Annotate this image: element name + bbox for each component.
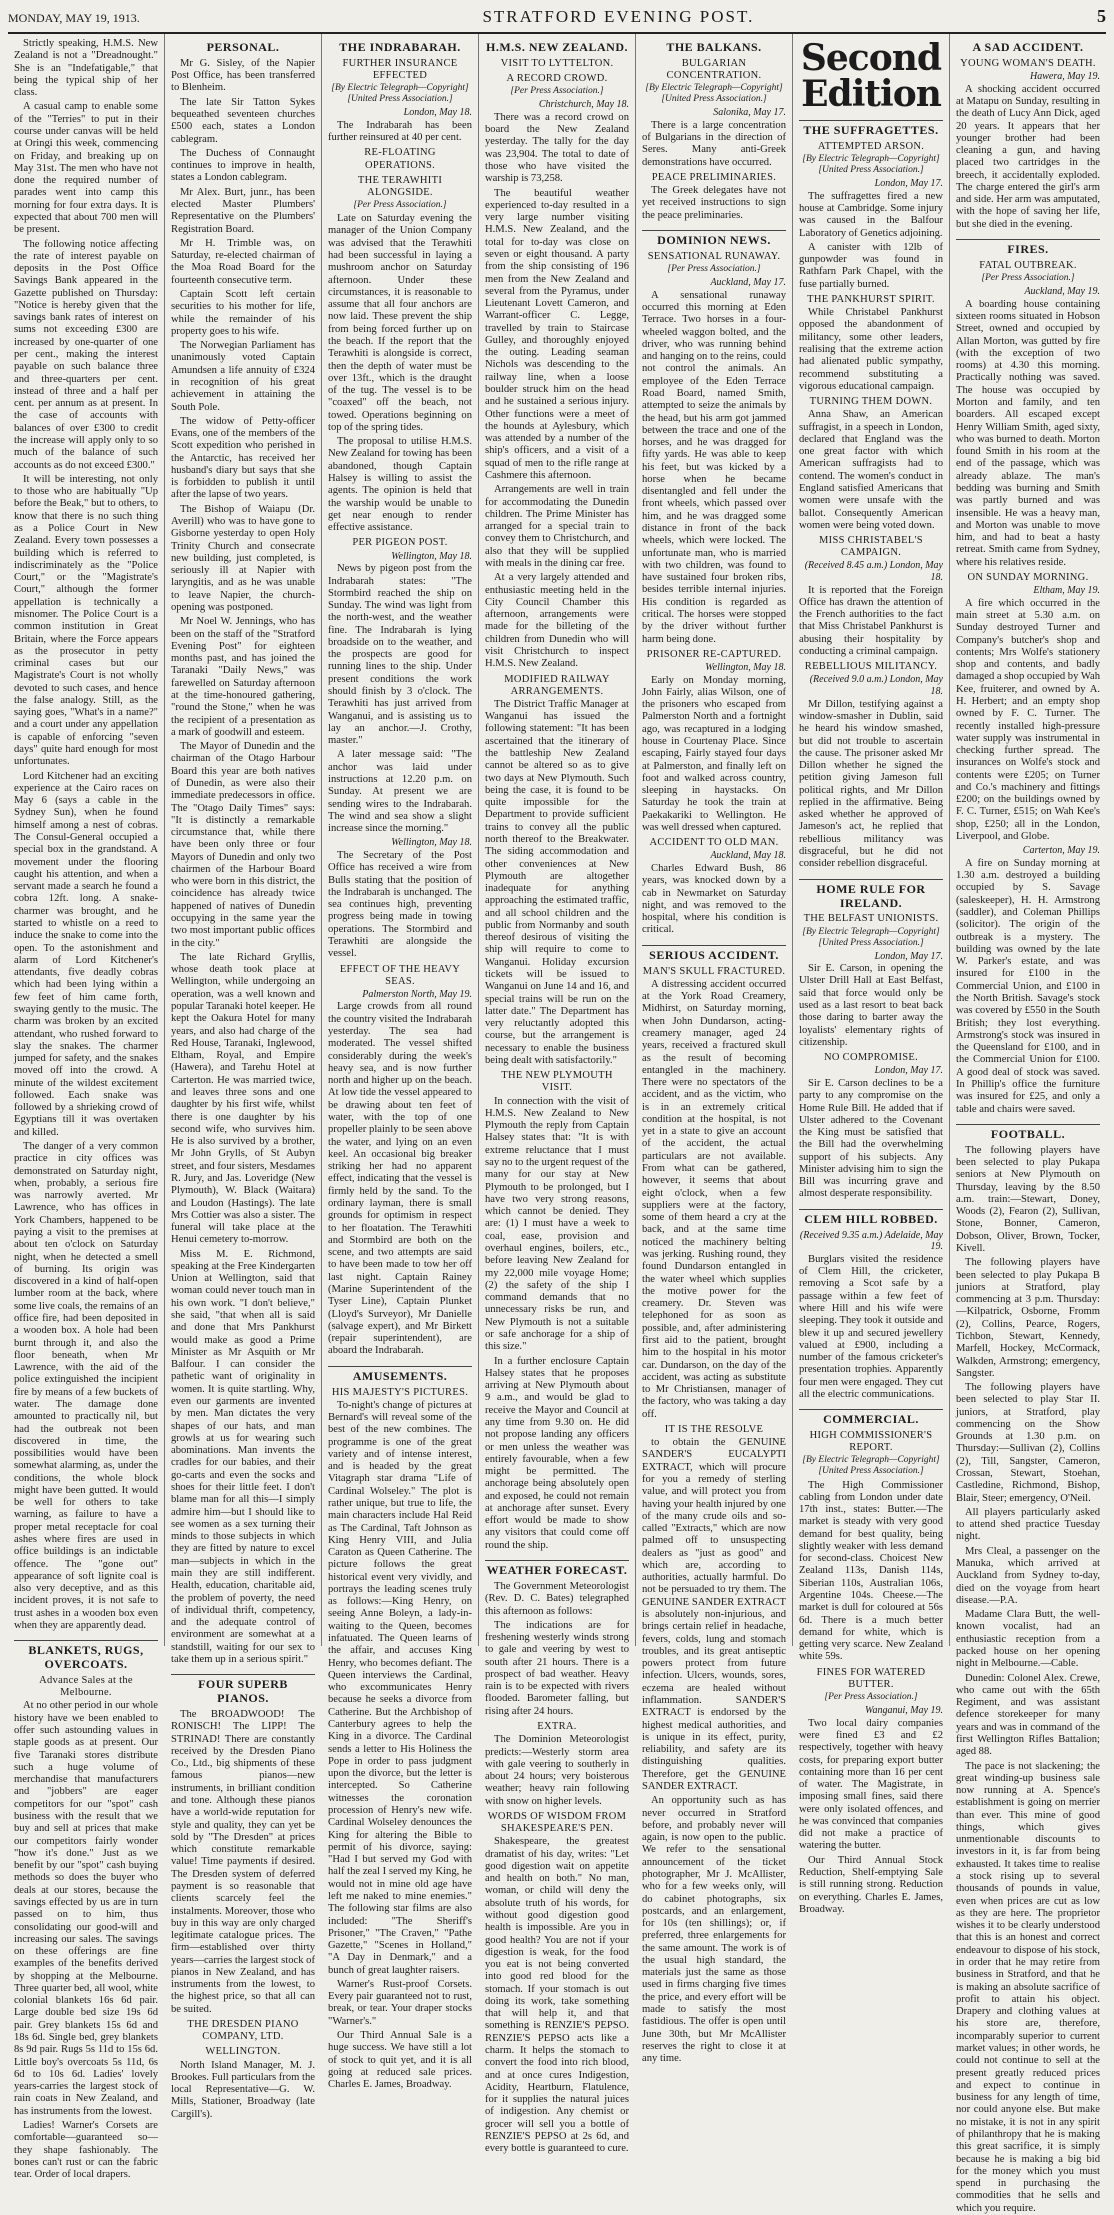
sub-heading: BULGARIAN CONCENTRATION. [666, 57, 762, 82]
dateline: Wanganui, May 19. [865, 1705, 943, 1717]
column-7 [950, 34, 1106, 2214]
article-paragraph: An opportunity such as has never occurred in Stratford before, and probably never will again, is now open to the public. We refer to the sensational announcement of the ticket photographer, Mr J. McAllister, who for a few weeks only, will do cabinet photographs, six postcards, and an enlargement, for 10s (ten shillings); or, if preferred, three enlargements for the same amount. The work is of the usual high standard, the materials just the same as those used in firms charging five times the price, and every effort will be made to satisfy the most fastidious. The offer is open until June 30th, but Mr McAllister reserves the right to close it at any time. [642, 1795, 786, 2065]
article-paragraph: Mr Noel W. Jennings, who has been on the staff of the "Stratford Evening Post" for eighteen months past, and has joined the Taranaki "Daily News," was farewelled on Saturday afternoon at the time-honoured gathering, "round the Stone," when he was the recipient of a presentation as a mark of goodwill and esteem. [171, 616, 315, 738]
article-paragraph: The Greek delegates have not yet received instructions to sign the peace preliminaries. [642, 185, 786, 221]
sub-heading: THE BELFAST UNIONISTS. [803, 913, 939, 925]
sub-heading: ACCIDENT TO OLD MAN. [649, 837, 779, 849]
article-paragraph: The pace is not slackening; the great winding-up business sale now running at A. Spence's establishment is going on merrier than ever. This mine of good things, which gives unmentionable discounts to investors in it, is far from being exhausted. It takes time to realise a stock rising up to several thousands of pounds in value, even when prices are cut as low as they are here. The proprietor wishes it to be clearly understood that this is an honest and correct endeavour to dispose of his stock, in order that he may retire from business in Stratford, and that he is making an absolute sacrifice of profit to attain his object. Drapery and clothing values at his store are, therefore, incomparably superior to current market values; in other words, he could not continue to sell at the present greatly reduced prices and expect to continue in business for any length of time, nor could anyone else. But make no mistake, it is not in any spirit of philanthropy that he is making this great sacrifice, it is simply because he is making a big bid for the money which you must spend in purchasing the commodities that he sells and which you require. [956, 1760, 1100, 2214]
article-paragraph: Strictly speaking, H.M.S. New Zealand is not a "Dreadnought." She is an "Indefatigable," that being the typical ship of her class. [14, 38, 158, 99]
wire-credit: [By Electric Telegraph—Copyright] [United Press Association.] [802, 1455, 940, 1477]
article-paragraph: A later message said: "The anchor was laid under instructions at 12.20 p.m. on Sunday. At present we are sending wires to the Indrabarah. The wind and sea show a slight increase since the morning." [328, 749, 472, 835]
article-paragraph: Ladies! Warner's Corsets are comfortable—guaranteed so—they shape fashionably. The bones can't rust or can the fabric tear. Order of local drapers. [14, 2120, 158, 2181]
article-paragraph: The proposal to utilise H.M.S. New Zealand for towing has been abandoned, though Captain Halsey is willing to assist the agents. The opinion is held that the warship would be unable to get near enough to render effective assistance. [328, 436, 472, 534]
article-paragraph: The following players have been selected to play Pukapa B juniors at Stratford, play commencing at 3 p.m. Thursday:—Kilpatrick, Osborne, Fromm (2), Collins, Pearce, Rogers, Tichbon, Stewart, Kennedy, Marfell, Hockey, McCormack, Walkden, Armstrong; emergency, Sangster. [956, 1257, 1100, 1379]
sub-heading: THE TERAWHITI ALONGSIDE. [357, 174, 443, 198]
article-paragraph: Our Third Annual Stock Reduction, Shelf-emptying Sale is still running strong. Reduction on everything. Charles E. James, Broadway. [799, 1854, 943, 1915]
sub-heading: PRISONER RE-CAPTURED. [646, 648, 782, 660]
article-paragraph: The suffragettes fired a new house at Cambridge. Some injury was caused in the Balfour Laboratory of Genetics adjoining. [799, 190, 943, 239]
sub-heading: VISIT TO LYTTELTON. [500, 57, 614, 69]
article-paragraph: The Bishop of Waiapu (Dr. Averill) who was to have gone to Gisborne yesterday to open Holy Trinity Church and consecrate new building, just completed, is seriously ill at Napier with laryngitis, and as he was unable to leave Napier, the church-opening was postponed. [171, 503, 315, 613]
article-paragraph: A boarding house containing sixteen rooms situated in Hobson Street, owned and occupied by Allan Morton, was gutted by fire (with the exception of two rooms) at 4.30 this morning. Practically nothing was saved. The house was occupied by Morton and family, and ten boarders. All escaped except Henry William Smith, aged sixty, who was burned to death. Morton found Smith in his room at the end of the passage, which was already ablaze. The man's bedding was burning and Smith was partly burned and was insensible. He was a heavy man, and Morton was unable to move him, and had to beat a hasty retreat. Smith came from Sydney, where his relatives reside. [956, 298, 1100, 568]
article-paragraph: The Duchess of Connaught continues to improve in health, states a London cablegram. [171, 147, 315, 184]
article-paragraph: To-night's change of pictures at Bernard's will reveal some of the best of the new combines. The programme is one of the great variety and of intense interest, and is headed by the great Vitagraph star drama "Life of Cardinal Wolseley." The plot is rather unique, but true to life, the main characters include Hal Reid as The Cardinal, Taft Johnson as King Henry VIII, and Julia Caraton as Queen Catherine. The picture follows the great historical event very vividly, and portrays the leading scenes truly as follows:—King Henry, on seeing Anne Boleyn, a lady-in-waiting to the Queen, becomes infatuated. The Queen learns of the affair, and accuses King Henry, who becomes defiant. The Queen interviews the Cardinal, who excommunicates Henry because he seeks a divorce from Catherine. But the Archbishop of Canterbury agrees to help the King in a divorce. The Cardinal sends a letter to His Holiness the Pope in order to pass judgment upon the divorce, but the letter is intercepted. So Catherine witnesses the coronation procession of Henry's new wife. Cardinal Wolseley denounces the King for altering the Bible to permit of his divorce, saying: "Had I but served my God with half the zeal I served my King, he would not in mine old age have left me naked to mine enemies." The following star films are also included: "The Sheriff's Prisoner," "The Craven," "Pathe Gazette," "Scenes in Holland," "A Day in Denmark," and a bunch of great laughter raisers. [328, 1399, 472, 1976]
masthead-title: STRATFORD EVENING POST. [482, 7, 755, 26]
article-paragraph: A casual camp to enable some of the "Terries" to put in their course under canvas will be held at Oringi this week, commencing on Friday, and breaking up on May 31st. The men who have not done the required number of parades went into camp this morning for four extra days. It is expected that about 700 men will be present. [14, 101, 158, 236]
sub-heading: WELLINGTON. [205, 2046, 281, 2058]
article-paragraph: Miss M. E. Richmond, speaking at the Free Kindergarten Union at Wellington, said that woman could never touch man in his own work. "I don't believe," she said, "that when all is said and done that Mrs Pankhurst would make as good a Prime Minister as Mr Asquith or Mr Balfour. I can consider the pathetic want of originality in women. It is quite startling. Why, even our garments are invented by men. Man dictates the very shapes of our hats, and man growls at us for wearing such abominations. Man invents the cradles for our babies, and their go-carts and even the socks and shoes for their little feet. I don't blame man for all this—I simply admire him—but I should like to see women as a sex turning their minds to those subjects in which they are fitted by nature to excel man—subjects in which in the main they are still indifferent. Health, education, charitable aid, the problem of poverty, the need of individual thrift, competency, and the adequate control of environment are somewhat at a standstill, waiting for our sex to take them up in a serious spirit." [171, 1248, 315, 1665]
masthead-date: MONDAY, MAY 19, 1913. [8, 11, 140, 25]
article-paragraph: The High Commissioner cabling from London under date 17th inst., states: Butter.—The market is steady with very good demand for best quality, being slightly weaker with less demand for second-class. Choicest New Zealand 113s, Danish 114s, Siberian 110s, Australian 106s, Argentine 104s. Cheese.—The market is dull for coloured at 56s 6d. There is a much better demand for white, which is getting very scarce. New Zealand white 59s. [799, 1479, 943, 1663]
column-4 [479, 34, 636, 2155]
article-paragraph: A fire on Sunday morning at 1.30 a.m. destroyed a building occupied by S. Savage (saleskeeper), H. H. Armstrong (saddler), and Coleman Phillips (solicitor). The origin of the outbreak is a mystery. The building was owned by the late W. Parker's estate, and was insured for £100 in the Commercial Union, and £100 in the North British. Savage's stock was covered by £550 in the South British; they lost everything. Armstrong's stock was insured in the Queensland for £100, and in the Commercial Union for £100. A good deal of stock was saved. In Phillip's office the furniture was insured for £25, and only a table and chairs were saved. [956, 857, 1100, 1115]
article-paragraph: A shocking accident occurred at Matapu on Sunday, resulting in the death of Lucy Ann Dick, aged 20 years. It appears that her younger brother had been cleaning a gun, and having placed two cartridges in the breech, it accidentally exploded. The charge entered the girl's arm and side. Her arm was amputated, with the hope of saving her life, but she died in the evening. [956, 83, 1100, 230]
article-paragraph: All players particularly asked to attend shed practice Tuesday night. [956, 1506, 1100, 1543]
article-paragraph: A canister with 12lb of gunpowder was found in Rathfarn Park Chapel, with the fuse partially burned. [799, 241, 943, 290]
column-3 [322, 34, 479, 2091]
sub-heading: FINES FOR WATERED BUTTER. [816, 1666, 926, 1690]
article-paragraph: It is reported that the Foreign Office has drawn the attention of the French authorities to the fact that Miss Christabel Pankhurst is abusing their hospitality by conducting a criminal campaign. [799, 584, 943, 658]
article-paragraph: Charles Edward Bush, 86 years, was knocked down by a cab in Newmarket on Saturday night, and was removed to the hospital, where his condition is critical. [642, 863, 786, 936]
section-heading: PERSONAL. [206, 40, 280, 54]
dateline: Wellington, May 18. [391, 837, 472, 849]
sub-heading: PEACE PRELIMINARIES. [651, 172, 777, 183]
article-paragraph: Mr Dillon, testifying against a window-smasher in Dublin, said he heard his window smashed, but did not trouble to ascertain the cause. The prisoner asked Mr Dillon whether he signed the petition giving Jameson full political rights, and Mr Dillon replied in the affirmative. Being asked whether he approved of Jameson's act, he replied that rebellious militancy was disgraceful, but he did not consider rebellion disgraceful. [799, 698, 943, 870]
section-heading: THE BALKANS. [666, 40, 762, 54]
article-paragraph: The Secretary of the Post Office has received a wire from Bulls stating that the position of the Indrabarah is unchanged. The sea continues high, preventing progress being made in towing operations. The Stormbird and Terawhiti are alongside the vessel. [328, 850, 472, 960]
article-paragraph: Madame Clara Butt, the well-known vocalist, had an enthusiastic reception from a packed house on her opening night in Melbourne.—Cable. [956, 1609, 1100, 1670]
wire-credit: [Per Press Association.] [981, 273, 1075, 284]
wire-credit: [Per Press Association.] [510, 86, 604, 97]
section-heading: AMUSEMENTS. [328, 1366, 472, 1384]
column-6 [793, 34, 950, 1915]
article-paragraph: A distressing accident occurred at the York Road Creamery, Midhirst, on Saturday morning, when John Dundarson, acting-creamery manager, aged 24 years, received a fractured skull as the result of becoming entangled in the machinery. There were no spectators of the accident, and as the victim, who is in an extremely critical condition at the hospital, is not yet in a state to give an account of the accident, the actual particulars are not available. From what can be gathered, however, it seems that about eight o'clock, when a few suppliers were at the factory, some of them heard a cry at the back, and at the same time noticed the machinery belting was jerking. Rushing round, they found Dundarson entangled in the water wheel which supplies the motive power for the creamery. Dr. Steven was telephoned for as soon as possible, and, after administering first aid to the patient, brought him to the hospital in his motor car. Dundarson, on the day of the accident, was acting as substitute to Mr Christiansen, manager of the factory, who was taking a day off. [642, 978, 786, 1420]
article-paragraph: The Mayor of Dunedin and the chairman of the Otago Harbour Board this year are both natives of Dunedin, as were also their immediate predecessors in office. The "Otago Daily Times" says: "It is distinctly a remarkable circumstance that, while there have been only three or four Mayors of Dunedin and only two chairmen of the Harbour Board who were born in this district, the coincidence has already twice happened of natives of Dunedin occupying in the same year the two most important public offices in the city." [171, 741, 315, 949]
wire-credit: [By Electric Telegraph—Copyright] [United Press Association.] [645, 83, 783, 105]
article-paragraph: The Indrabarah has been further reinsured at 40 per cent. [328, 119, 472, 144]
section-heading: THE INDRABARAH. [339, 40, 461, 54]
article-paragraph: Sir E. Carson declines to be a party to any compromise on the Home Rule Bill. He added that if Ulster adhered to the Covenant the King must be satisfied that the Bill had the overwhelming support of his subjects. Any Minister advising him to sign the Bill was incurring grave and almost desperate responsibility. [799, 1077, 943, 1200]
masthead [8, 6, 1106, 34]
sub-heading: EFFECT OF THE HEAVY SEAS. [339, 963, 461, 987]
article-paragraph: The following players have been selected to play Star II. juniors, at Stratford, play commencing on the Show Grounds at 1.30 p.m. on Thursday:—Sullivan (2), Collins (2), Till, Sangster, Cameron, Crossan, Stewart, Stoehan, Castledine, Richmond, Bishop, Blair, Steer; emergency, O'Neil. [956, 1382, 1100, 1504]
section-heading: HOME RULE FOR IRELAND. [799, 879, 943, 911]
article-paragraph: Mrs Cleal, a passenger on the Manuka, which arrived at Auckland from Sydney to-day, died on the voyage from heart disease.—P.A. [956, 1545, 1100, 1606]
section-heading: DOMINION NEWS. [642, 230, 786, 248]
article-paragraph: The Dominion Meteorologist predicts:—Westerly storm area with gale veering to southerly in about 24 hours; very boisterous weather; heavy rain following with snow on higher levels. [485, 1734, 629, 1807]
article-paragraph: Dunedin: Colonel Alex. Crewe, who came out with the 65th Regiment, and was assistant defence storekeeper for many years and was in command of the first Wellington Rifles Battalion; aged 88. [956, 1672, 1100, 1758]
article-paragraph: The widow of Petty-officer Evans, one of the members of the Scott expedition who perished in the Antarctic, has received her husband's diary but says that she is forbidden to publish it until after the lapse of two years. [171, 415, 315, 501]
article-paragraph: Arrangements are well in train for accommodating the Dunedin children. The Prime Minister has arranged for a special train to convey them to Christchurch, and also that they will be supplied with meals in the dining car free. [485, 484, 629, 569]
sub-heading: WORDS OF WISDOM FROM SHAKESPEARE'S PEN. [487, 1810, 627, 1835]
article-paragraph: The beautiful weather experienced to-day resulted in a very large number visiting H.M.S. New Zealand, and the total for to-day was close on seven or eight thousand. A party from the ship consisting of 196 men from the New Zealand and several from the Pyramus, under Lieutenant Lovett Cameron, and Warrant-officer C. Legge, travelled by train to Staircase Gulley, and thoroughly enjoyed the outing. Leading seaman Nichols was descending to the railway line, when a loose boulder struck him on the head and he sustained a serious injury. Other functions were a meet of the hounds at Aylesbury, which was attended by a number of the ship's officers, and a visit of a squad of men to the rifle range at Cashmere this afternoon. [485, 187, 629, 482]
article-paragraph: The indications are for freshening westerly winds strong to gale and veering by west to south after 21 hours. There is a prospect of bad weather. Heavy rain is to be expected with rivers flooded. Barometer falling, but rising after 24 hours. [485, 1619, 629, 1717]
section-heading: WEATHER FORECAST. [485, 1560, 629, 1578]
section-heading: CLEM HILL ROBBED. [799, 1209, 943, 1227]
dateline: Wellington, May 18. [391, 550, 472, 562]
article-paragraph: North Island Manager, M. J. Brookes. Full particulars from the local Representative—G. W. Mills, Stationer, Broadway (late Cargill's). [171, 2059, 315, 2120]
article-paragraph: Our Third Annual Sale is a huge success. We have still a lot of stock to quit yet, and it is all going at reduced sale prices. Charles E. James, Broadway. [328, 2030, 472, 2091]
article-paragraph: Two local dairy companies were fined £3 and £2 respectively, together with heavy costs, for preparing export butter containing more than 16 per cent of water. The Magistrate, in imposing small fines, said there were only isolated offences, and he was convinced that companies did not make a practice of watering the butter. [799, 1717, 943, 1852]
sub-heading: THE PANKHURST SPIRIT. [807, 293, 935, 305]
article-paragraph: The District Traffic Manager at Wanganui has issued the following statement: "It has been ascertained that the itinerary of the battleship New Zealand cannot be altered so as to give two days at New Plymouth. Such being the case, it is found to be quite impossible for the Department to provide sufficient trains to convey all the public north thereof to the Breakwater. The siding accommodation and other conveniences at New Plymouth are altogether inadequate for anything approaching the estimated traffic, and all school children and the public from Normanby and south thereof desirous of visiting the ship will require to come to Wanganui. Holiday excursion tickets will be issued to Wanganui on June 14 and 16, and special trains will be run on the latter date." The Department has very reluctantly adopted this course, but the arrangement is necessary to enable the business being dealt with satisfactorily." [485, 698, 629, 1067]
dateline: Palmerston North, May 19. [362, 988, 472, 1000]
section-heading: COMMERCIAL. [799, 1409, 943, 1427]
sub-heading: MAN'S SKULL FRACTURED. [642, 965, 786, 977]
article-paragraph: Anna Shaw, an American suffragist, in a speech in London, declared that England was the one great factor with which American suffragists had to contend. The women's conduct in England satisfied Americans that women were unsafe with the ballot. Consequently American women were being voted down. [799, 409, 943, 531]
article-paragraph: Warner's Rust-proof Corsets. Every pair guaranteed not to rust, break, or tear. Your draper stocks "Warner's." [328, 1978, 472, 2027]
article-paragraph: In connection with the visit of H.M.S. New Zealand to New Plymouth the reply from Captain Halsey states that: "It is with extreme reluctance that I must say no to the urgent request of the many for our stay at New Plymouth to be prolonged, but I have two very strong reasons, which cannot be denied. They are: (1) I must have a week to coal, ease, provision and overhaul engines, boilers, etc., before leaving New Zealand for my 22,000 mile voyage Home; (2) the safety of the ship I command demands that no unnecessary risks be run, and New Plymouth is not a suitable or safe anchorage for a ship of this size." [485, 1095, 629, 1353]
dateline: Carterton, May 19. [1022, 845, 1100, 857]
sub-heading: EXTRA. [537, 1721, 577, 1733]
article-paragraph: The BROADWOOD! The RONISCH! The LIPP! The STRINAD! There are constantly received by the Dresden Piano Co., Ltd., big shipments of these famous pianos—new instruments, in brilliant condition and tone. Although these pianos have a world-wide reputation for style and quality, they can yet be sold by "The Dresden" at prices which constitute remarkable value! Time payments if desired. The Dresden system of deferred payment is so reasonable that clients scarcely feel the instalments. Moreover, those who buy in this way are only charged legitimate catalogue prices. The firm—established over thirty years—carries the largest stock of pianos in New Zealand, and has instruments from the lowest, to the highest price, so that all can be suited. [171, 1709, 315, 2015]
sub-heading: FURTHER INSURANCE EFFECTED [342, 57, 458, 82]
article-paragraph: In a further enclosure Captain Halsey states that he proposes arriving at New Plymouth about 9 a.m., and would be glad to receive the Mayor and Council at any time from 9.30 on. He did not propose landing any officers or men unless the weather was entirely favourable, when a few might be permitted. The anchorage being absolutely open and exposed, he could not remain at anchorage after sunset. Every effort would be made to show any visitors that could come off round the ship. [485, 1355, 629, 1551]
article-paragraph: The late Richard Gryllis, whose death took place at Wellington, while undergoing an operation, was a well known and popular Taranaki hotel keeper. He kept the Oakura Hotel for many years, and also had charge of the Red House, Taranaki, Inglewood, Eltham, Royal, and Empire (Hawera), and Tarehu Hotel at Carterton. He was married twice, and leaves three sons and one daughter by his first wife, whilst there is one daughter by his second wife, who survives him. He is also survived by a brother, Mr John Grylls, of St Aubyn street, and four sisters, Mesdames R. Jury, and Jas. Loveridge (New Plymouth), W. Black (Waitara) and Loudon (Hastings). The late Mrs Cottier was also a sister. The funeral will take place at the Henui cemetery to-morrow. [171, 951, 315, 1246]
column-1 [8, 34, 165, 2181]
page-number: 5 [1097, 6, 1106, 26]
wire-credit: [Per Press Association.] [667, 264, 761, 275]
dateline: Salonika, May 17. [713, 107, 786, 119]
sub-heading: FATAL OUTBREAK. [979, 259, 1077, 271]
dateline: Christchurch, May 18. [538, 99, 629, 111]
wire-credit: [By Electric Telegraph—Copyright] [United Press Association.] [802, 154, 940, 176]
section-heading: BLANKETS, RUGS, OVERCOATS. [14, 1640, 158, 1672]
sub-heading: YOUNG WOMAN'S DEATH. [960, 57, 1096, 69]
sub-heading: REBELLIOUS MILITANCY. [804, 661, 938, 673]
article-paragraph: Lord Kitchener had an exciting experience at the Cairo races on May 6 (says a cable in the Sydney Sun), when he found himself among a nest of cobras. The Consul-General occupied a special box in the grandstand. A movement under the flooring caught his attention, and when a servant made a search he found a cobra 12ft. long. A snake-charmer was brought, and he started to whistle on a reed to induce the snake to come into the open. To the astonishment and alarm of Lord Kitchener's attendants, five deadly cobras which had been lying within a few feet of him came forth, swaying gently to the music. The charm was broken by an excited attendant, who rushed forward to slay the snakes. The charmer jumped for safety, and the snakes moved off into the crowd. A minute of the wildest excitement followed. Each snake was followed by a shrieking crowd of Egyptians till it was overtaken and killed. [14, 770, 158, 1138]
wire-credit: [Per Press Association.] [353, 200, 447, 211]
dateline: Eltham, May 19. [1033, 585, 1100, 597]
article-paragraph: Late on Saturday evening the manager of the Union Company was advised that the Terawhiti had been successful in laying a mushroom anchor on Saturday afternoon. Under these circumstances, it is reasonable to assume that all four anchors are now laid. These prevent the ship from being forced further up on the beach. If the report that the Terawhiti is alongside is correct, then the depth of water must be over 13ft., which is the draught of the tug. The vessel is to be "coaxed" off the beach, not towed. Operations beginning on top of the spring tides. [328, 213, 472, 433]
article-paragraph: There is a large concentration of Bulgarians in the direction of Seres. Many anti-Greek demonstrations have occurred. [642, 119, 786, 168]
sub-heading: ON SUNDAY MORNING. [967, 571, 1089, 583]
sub-heading: HIGH COMMISSIONER'S REPORT. [809, 1430, 933, 1454]
column-2 [165, 34, 322, 2120]
dateline: London, May 17. [874, 1065, 943, 1077]
section-heading: FIRES. [956, 239, 1100, 257]
article-paragraph: At no other period in our whole history have we been enabled to offer such astounding values in staple goods as at present. Our five Taranaki stores distribute such a huge volume of merchandise that manufacturers and "jobbers" are eager competitors for our "spot" cash business with the result that we buy and sell at prices that make our competitors fairly wonder "how it's done." Just as we benefit by our "spot" cash buying methods so does the buyer who deals at our stores, because the savings effected by us are in turn passed on to him, thus consolidating our good-will and increasing our sales. The savings on these offerings are fine examples of the benefits derived by shopping at the Melbourne. Three quarter bed, all wool, white colonial blankets 16s 6d pair. Large double bed size 19s 6d pair. Grey blankets 15s 6d and 18s 6d. Single bed, grey blankets 8s 9d pair. Rugs 5s 11d to 15s 6d. Little boy's overcoats 5s 11d, 6s 6d to 10s 6d. Ladies' lovely years-carries the largest stock of rain coats in New Zealand, and has instruments from the lowest. [14, 1700, 158, 2117]
columns-container [8, 34, 1106, 2214]
dateline: Auckland, May 19. [1024, 286, 1100, 298]
sub-heading: THE DRESDEN PIANO COMPANY, LTD. [187, 2019, 299, 2043]
sub-heading: MISS CHRISTABEL'S CAMPAIGN. [819, 535, 923, 559]
wire-credit: [By Electric Telegraph—Copyright] [United Press Association.] [331, 83, 469, 105]
dateline: Auckland, May 17. [710, 277, 786, 289]
article-paragraph: Shakespeare, the greatest dramatist of his day, writes: "Let good digestion wait on appetite and health on both." No man, woman, or child will deny the absolute truth of his words, for without good digestion good health is impossible. Are you in good health? You are not if your digestion is weak, for the food you eat is not being converted into good red blood for the stomach. If your stomach is out doing its work, take something that will help it, and that something is RENZIE'S PEPSO. RENZIE'S PEPSO acts like a charm. It helps the stomach to convert the food into rich blood, and at once cures Indigestion, Acidity, Heartburn, Flatulence, for it supplies the natural juices of indigestion. Any chemist or grocer will sell you a bottle of RENZIE'S PEPSO at 2s 6d, and every bottle is guaranteed to cure. [485, 1836, 629, 2155]
wire-credit: [Per Press Association.] [824, 1692, 918, 1703]
dateline: (Received 9.35 a.m.) Adelaide, May 19. [799, 1229, 943, 1253]
wire-credit: [By Electric Telegraph—Copyright] [United Press Association.] [802, 926, 940, 948]
article-paragraph: Large crowds from all round the country visited the Indrabarah yesterday. The sea had moderated. The vessel shifted considerably during the week's heavy sea, and is now further north and higher up on the beach. At low tide the vessel appeared to be drawing about ten feet of water, with the top of one propeller plainly to be seen above the water, and lying on an even keel. An occasional big breaker striking her had no apparent effect, indicating that the vessel is firmly held by the sand. To the ordinary layman, there is small grounds for optimism in respect to her floatation. The Terawhiti and Stormbird are both on the scene, and two attempts are said to have been made to tow her off last night. Captain Rainey (Marine Superintendent of the Tyser Line), Captain Plunket (Lloyd's Surveyor), Mr Danielle (salvage expert), and Mr Birkett (repair superintendent), are aboard the Indrabarah. [328, 1001, 472, 1357]
section-heading: A SAD ACCIDENT. [972, 40, 1084, 54]
article-paragraph: At a very largely attended and enthusiastic meeting held in the City Council Chamber this afternoon, arrangements were made for the billeting of the children from Dunedin who will visit Christchurch to inspect H.M.S. New Zealand. [485, 572, 629, 670]
article-paragraph: The Norwegian Parliament has unanimously voted Captain Amundsen a life annuity of £324 in recognition of his great achievement in attaining the South Pole. [171, 340, 315, 413]
article-paragraph: News by pigeon post from the Indrabarah states: "The Stormbird reached the ship on Sunday. The wind was light from the north-west, and the weather fine. The Indrabarah is lying broadside on to the weather, and the prospects are good for running lines to the ship. Under present conditions the work should finish by 3 o'clock. The Terawhiti has just arrived from Wanganui, and is assisting us to lay an anchor.—J. Crothy, master." [328, 563, 472, 747]
sub-heading: NO COMPROMISE. [823, 1052, 919, 1064]
dateline: (Received 9.0 a.m.) London, May 18. [809, 674, 943, 698]
sub-heading: PER PIGEON POST. [352, 537, 448, 549]
article-paragraph: Early on Monday morning, John Fairly, alias Wilson, one of the prisoners who escaped from Palmerston North and a fortnight ago, was recaptured in a lodging house in Courtenay Place. Since escaping, Fairly stayed four days at Palmerston, and finally left on foot and walked across country, sleeping in haystacks. On Saturday he took the train at Paekakariki to Wellington. He was well dressed when captured. [642, 674, 786, 833]
column-5 [636, 34, 793, 2065]
section-heading: THE SUFFRAGETTES. [799, 120, 943, 138]
sub-heading: HIS MAJESTY'S PICTURES. [331, 1386, 469, 1398]
section-heading: FOUR SUPERB PIANOS. [171, 1674, 315, 1706]
article-paragraph: A fire which occurred in the main street at 5.30 a.m. on Sunday destroyed Turner and Company's butcher's shop and contents; Mrs Wolfe's stationery shop and contents, and badly damaged a shop occupied by Wah Kee, fruiterer, and owned by A. H. Herbert; and an empty shop owned by F. C. Turner. The recently installed high-pressure water supply was instrumental in checking further spread. The insurances on Wolfe's stock and contents were £205; on Turner and Co.'s machinery and fittings £200; on the buildings owned by F. C. Turner, £515; on Wah Kee's shop, £250; all in the London, Liverpool, and Globe. [956, 597, 1100, 843]
dateline: (Received 8.45 a.m.) London, May 18. [804, 560, 943, 584]
sub-heading: Advance Sales at the Melbourne. [39, 1675, 133, 1699]
sub-heading: IT IS THE RESOLVE [664, 1423, 764, 1435]
article-paragraph: The danger of a very common practice in city offices was demonstrated on Saturday night, when, probably, a serious fire was narrowly averted. Mr Lawrence, who has offices in York Chambers, happened to be paying a visit to the premises at about ten o'clock on Saturday night, when he detected a smell of burning. Its origin was discovered in a kind of half-open lumber room at the back, where some live coals, the remains of an office fire, had been deposited in a wooden box. A hole had been burnt through it, and also the floor beneath, when Mr Lawrence, with the aid of the police extinguished the incipient fire by means of a few buckets of water. The damage done amounted to practically nil, but had the outbreak not been discovered in time, the possibilities would have been somewhat alarming, as, under the conditions, the whole block might have been gutted. It would be well for others to take warning, as failure to have a proper metal receptacle for coal ashes where fires are used in office buildings is an indictable offence. The "gone out" appearance of soft lignite coal is also very deceptive, and as this incident proves, it is not safe to trust ashes in a wooden box even when they are apparently dead. [14, 1141, 158, 1631]
section-heading: H.M.S. NEW ZEALAND. [486, 40, 628, 54]
article-paragraph: Captain Scott left certain securities to his mother for life, while the remainder of his property goes to his wife. [171, 288, 315, 337]
article-paragraph: Mr Alex. Burt, junr., has been elected Master Plumbers' Representative on the Plumbers' Registration Board. [171, 186, 315, 235]
article-paragraph: The late Sir Tatton Sykes bequeathed seventeen churches £500 each, states a London cablegram. [171, 96, 315, 145]
sub-heading: MODIFIED RAILWAY ARRANGEMENTS. [504, 673, 610, 697]
dateline: London, May 17. [874, 178, 943, 190]
sub-heading: RE-FLOATING OPERATIONS. [364, 147, 436, 171]
sub-heading: SENSATIONAL RUNAWAY. [647, 250, 781, 262]
dateline: Hawera, May 19. [1030, 71, 1100, 83]
article-paragraph: Burglars visited the residence of Clem Hill, the cricketer, removing a Scot safe by a passage within a few feet of where Hill and his wife were sleeping. They took it outside and blew it up and secured jewellery valued at £900, including a number of the famous cricketer's presentation trophies. Apparently four men were engaged. They cut all the electric communications. [799, 1253, 943, 1400]
article-paragraph: The Government Meteorologist (Rev. D. C. Bates) telegraphed this afternoon as follows: [485, 1580, 629, 1617]
dateline: London, May 17. [874, 950, 943, 962]
dateline: Auckland, May 18. [710, 850, 786, 862]
article-paragraph: to obtain the GENUINE SANDER'S EUCALYPTI EXTRACT, which will procure for you a remedy of sterling value, and will protect you from having your health injured by one of the many crude oils and so-called "Extracts," which are now palmed off to unsuspecting dealers as "just as good" and which are, according to authorities, actually harmful. Do not be persuaded to try them. The GENUINE SANDER EXTRACT is absolutely non-injurious, and brings certain relief in headache, fevers, colds, lung and stomach troubles, and its great antiseptic powers protect from future infection. Ulcers, wounds, sores, eczema are healed without inflammation. SANDER'S EXTRACT is endorsed by the highest medical authorities, and is unique in its effect, purity, reliability, and safety are its distinguishing qualities. Therefore, get the GENUINE SANDER EXTRACT. [642, 1437, 786, 1792]
article-paragraph: A sensational runaway occurred this morning at Eden Terrace. Two horses in a four-wheeled waggon bolted, and the driver, who was running behind and hanging on to the reins, could not control the animals. An employee of the Eden Terrace Road Board, named Smith, attempted to seize the animals by the head, but his arm got jammed between the trace and one of the horses, and he was dragged for fifty yards. He was able to keep his feet, but was kicked by a horse when he became disentangled and fell under the front wheels, which passed over him, and he was dragged some distance in front of the back wheels, which were locked. The unfortunate man, who is married with two children, was found to have sustained four broken ribs, besides terrible internal injuries. His condition is regarded as critical. The horses were stopped by the driver without further harm being done. [642, 289, 786, 645]
article-paragraph: There was a record crowd on board the New Zealand yesterday. The tally for the day was 23,904. The total to date of those who have visited the warship is 73,258. [485, 111, 629, 185]
article-paragraph: The following players have been selected to play Pukapa seniors at New Plymouth on Thursday, leaving by the 8.50 a.m. train:—Stewart, Doney, Woods (2), Fearon (2), Sullivan, Stone, Bonner, Cameron, Dobson, Oliver, Brown, Tocker, Kivell. [956, 1144, 1100, 1254]
section-heading: SERIOUS ACCIDENT. [642, 945, 786, 963]
sub-heading: THE NEW PLYMOUTH VISIT. [501, 1070, 613, 1094]
sub-heading: TURNING THEM DOWN. [809, 396, 933, 408]
sub-heading: A RECORD CROWD. [506, 73, 608, 85]
dateline: London, May 18. [403, 107, 472, 119]
sub-heading: ATTEMPTED ARSON. [817, 140, 925, 152]
article-paragraph: It will be interesting, not only to those who are habitually "Up before the Beak," but to others, to know that there is no such thing as a Police Court in New Zealand. Every town possesses a building which is referred to indiscriminately as the "Police Court," or the "Magistrate's Court," although the former appellation is technically a misnomer. The Police Court is a common institution in Great Britain, where the Force appears as the prosecutor in petty criminal cases but our Magistrate's Court is not wholly devoted to such cases, and hence the false analogy. Still, as the saying goes, "What's in a name?" and a court under any appellation is capable of enforcing "seven days" quite hard enough for most unfortunates. [14, 473, 158, 768]
article-paragraph: Sir E. Carson, in opening the Ulster Drill Hall at East Belfast, said that force would only be used as a last resort to beat back those daring to barter away the loyalists' elementary rights of citizenship. [799, 963, 943, 1048]
article-paragraph: Mr H. Trimble was, on Saturday, re-elected chairman of the Moa Road Board for the fourteenth consecutive term. [171, 237, 315, 286]
article-paragraph: The following notice affecting the rate of interest payable on deposits in the Post Office Savings Bank appeared in the Gazette published on Thursday: "Notice is hereby given that the savings bank rates of interest on sums not exceeding £300 are increased by one-quarter of one per cent., making the interest payable on such balance three and three-quarters per cent. instead of three and a half per cent. per annum as at present. In the case of accounts with balances of over £300 to credit the increase will apply only to so much of the balance of such accounts as do not exceed £300." [14, 238, 158, 471]
article-paragraph: Mr G. Sisley, of the Napier Post Office, has been transferred to Blenheim. [171, 57, 315, 94]
second-edition-banner: Second Edition [800, 37, 942, 115]
article-paragraph: While Christabel Pankhurst opposed the abandonment of militancy, some other leaders, realising that the extreme action had alienated public sympathy, recommend substituting a vigorous educational campaign. [799, 307, 943, 392]
section-heading: FOOTBALL. [956, 1124, 1100, 1142]
dateline: Wellington, May 18. [705, 662, 786, 674]
